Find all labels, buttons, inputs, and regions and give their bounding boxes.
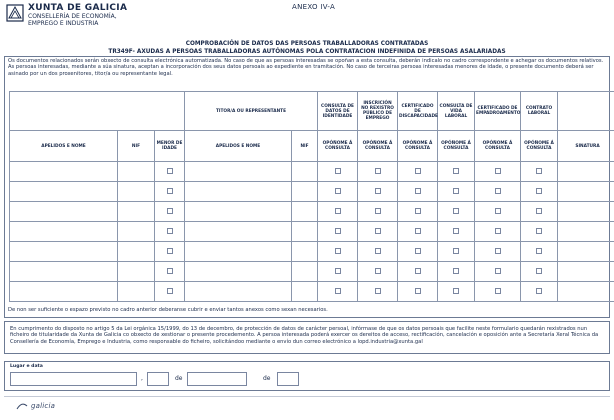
group-census: CERTIFICADO DE EMPADROAMENTO — [475, 92, 521, 131]
checkbox-cell[interactable] — [155, 202, 185, 222]
brand-name: XUNTA DE GALICIA — [28, 3, 128, 13]
checkbox-cell[interactable] — [155, 282, 185, 302]
title-line-1: COMPROBACIÓN DE DATOS DAS PERSOAS TRABALLADORAS CONTRATADAS — [185, 39, 429, 47]
checkbox-cell[interactable] — [358, 262, 398, 282]
intro-paragraph-1: Os documentos relacionados serán obxecto de consulta electrónica automatizada. No caso de que as persoas interesadas se opoñan a esta consulta, deberán indicalo no cadro correspondente e achegar os documentos relativos. — [8, 58, 604, 64]
col-apelidos: APELIDOS E NOME — [10, 131, 118, 162]
input-cell[interactable] — [118, 222, 155, 242]
input-cell[interactable] — [10, 242, 118, 262]
input-cell[interactable] — [10, 262, 118, 282]
table-row — [10, 262, 614, 282]
input-cell[interactable] — [185, 202, 292, 222]
table-row — [10, 242, 614, 262]
checkbox-cell[interactable] — [438, 222, 475, 242]
checkbox[interactable] — [335, 228, 341, 234]
col-oppose-disability: OPÓÑOME Á CONSULTA — [398, 131, 438, 162]
checkbox-cell[interactable] — [155, 262, 185, 282]
checkbox-cell[interactable] — [318, 162, 358, 182]
checkbox[interactable] — [495, 288, 501, 294]
checkbox[interactable] — [375, 208, 381, 214]
checkbox[interactable] — [167, 208, 173, 214]
checkbox[interactable] — [335, 168, 341, 174]
checkbox-cell[interactable] — [398, 182, 438, 202]
checkbox[interactable] — [495, 168, 501, 174]
checkbox[interactable] — [167, 288, 173, 294]
col-oppose-identity: OPÓÑOME Á CONSULTA — [318, 131, 358, 162]
checkbox[interactable] — [536, 268, 542, 274]
input-cell[interactable] — [185, 262, 292, 282]
checkbox-cell[interactable] — [398, 222, 438, 242]
group-contract: CONTRATO LABORAL — [521, 92, 558, 131]
checkbox-cell[interactable] — [398, 202, 438, 222]
checkbox[interactable] — [495, 248, 501, 254]
checkbox[interactable] — [536, 168, 542, 174]
input-cell[interactable] — [185, 282, 292, 302]
input-cell[interactable] — [558, 222, 614, 242]
checkbox[interactable] — [453, 188, 459, 194]
checkbox[interactable] — [536, 208, 542, 214]
group-disability: CERTIFICADO DE DISCAPACIDADE — [398, 92, 438, 131]
checkbox-cell[interactable] — [521, 262, 558, 282]
checkbox[interactable] — [495, 268, 501, 274]
checkbox[interactable] — [375, 288, 381, 294]
galicia-logo-text: galicia — [31, 402, 56, 410]
input-cell[interactable] — [10, 222, 118, 242]
checkbox-cell[interactable] — [398, 162, 438, 182]
checkbox-cell[interactable] — [398, 262, 438, 282]
checkbox[interactable] — [453, 248, 459, 254]
input-cell[interactable] — [292, 202, 318, 222]
checkbox[interactable] — [335, 208, 341, 214]
galicia-swirl-icon — [16, 401, 28, 411]
checkbox[interactable] — [415, 268, 421, 274]
input-cell[interactable] — [292, 242, 318, 262]
table-row — [10, 222, 614, 242]
input-cell[interactable] — [292, 282, 318, 302]
checkbox-cell[interactable] — [155, 182, 185, 202]
checkbox[interactable] — [453, 268, 459, 274]
blank-header-right — [558, 92, 614, 131]
checkbox-cell[interactable] — [318, 202, 358, 222]
checkbox-cell[interactable] — [521, 222, 558, 242]
checkbox-cell[interactable] — [318, 182, 358, 202]
document-titles — [0, 39, 614, 55]
intro-text — [8, 58, 606, 77]
checkbox[interactable] — [167, 268, 173, 274]
col-nif: NIF — [118, 131, 155, 162]
checkbox-cell[interactable] — [318, 242, 358, 262]
checkbox[interactable] — [415, 288, 421, 294]
input-cell[interactable] — [292, 222, 318, 242]
checkbox[interactable] — [375, 168, 381, 174]
xunta-emblem-icon — [6, 4, 24, 22]
checkbox-cell[interactable] — [438, 182, 475, 202]
input-cell[interactable] — [10, 202, 118, 222]
checkbox-cell[interactable] — [475, 202, 521, 222]
checkbox-cell[interactable] — [475, 242, 521, 262]
header — [6, 3, 606, 31]
input-cell[interactable] — [118, 282, 155, 302]
table-row — [10, 282, 614, 302]
checkbox[interactable] — [536, 228, 542, 234]
checkbox-cell[interactable] — [521, 202, 558, 222]
department-line-1: CONSELLERÍA DE ECONOMÍA, — [28, 13, 117, 20]
checkbox-cell[interactable] — [318, 222, 358, 242]
galicia-logo — [16, 401, 55, 411]
department-line-2: EMPREGO E INDUSTRIA — [28, 20, 99, 27]
input-cell[interactable] — [292, 162, 318, 182]
col-oppose-register: OPÓÑOME Á CONSULTA — [358, 131, 398, 162]
input-cell[interactable] — [10, 182, 118, 202]
checkbox-cell[interactable] — [155, 242, 185, 262]
checkbox[interactable] — [335, 188, 341, 194]
checkbox[interactable] — [167, 168, 173, 174]
input-cell[interactable] — [185, 162, 292, 182]
group-identity: CONSULTA DE DATOS DE IDENTIDADE — [318, 92, 358, 131]
group-work-life: CONSULTA DE VIDA LABORAL — [438, 92, 475, 131]
table-row — [10, 162, 614, 182]
annex-label: ANEXO IV-A — [292, 3, 336, 11]
input-cell[interactable] — [10, 162, 118, 182]
checkbox[interactable] — [495, 188, 501, 194]
col-sinatura: SINATURA — [558, 131, 614, 162]
input-cell[interactable] — [558, 262, 614, 282]
input-cell[interactable] — [118, 242, 155, 262]
input-cell[interactable] — [558, 282, 614, 302]
input-cell[interactable] — [292, 262, 318, 282]
col-tutor-nif: NIF — [292, 131, 318, 162]
checkbox[interactable] — [167, 188, 173, 194]
input-cell[interactable] — [118, 182, 155, 202]
checkbox[interactable] — [335, 268, 341, 274]
input-cell[interactable] — [118, 202, 155, 222]
checkbox[interactable] — [536, 188, 542, 194]
col-oppose-work-life: OPÓÑOME Á CONSULTA — [438, 131, 475, 162]
checkbox-cell[interactable] — [438, 162, 475, 182]
checkbox[interactable] — [536, 248, 542, 254]
footer-divider — [4, 396, 610, 397]
checkbox-cell[interactable] — [318, 282, 358, 302]
checkbox[interactable] — [375, 248, 381, 254]
input-cell[interactable] — [10, 282, 118, 302]
col-menor: MENOR DE IDADE — [155, 131, 185, 162]
checkbox-cell[interactable] — [521, 162, 558, 182]
checkbox[interactable] — [415, 228, 421, 234]
checkbox-cell[interactable] — [318, 262, 358, 282]
year-field[interactable] — [277, 372, 299, 386]
comma-separator: , — [141, 375, 143, 382]
checkbox[interactable] — [453, 168, 459, 174]
intro-paragraph-2: As persoas interesadas, mediante a súa sinatura, aceptan a incorporación dos seus datos persoais ao expediente en tramitación. No caso de terceiras persoas interesadas menores de idade, o presente documento deberá ser asinado por un dos proxenitores, titor/a ou representante legal. — [8, 64, 594, 77]
day-field[interactable] — [147, 372, 169, 386]
input-cell[interactable] — [118, 262, 155, 282]
checkbox[interactable] — [375, 228, 381, 234]
checkbox[interactable] — [415, 248, 421, 254]
checkbox-cell[interactable] — [475, 262, 521, 282]
col-tutor-apelidos: APELIDOS E NOME — [185, 131, 292, 162]
checkbox[interactable] — [415, 168, 421, 174]
checkbox-cell[interactable] — [475, 222, 521, 242]
place-field[interactable] — [10, 372, 137, 386]
place-date-label: Lugar e data — [10, 364, 43, 369]
col-oppose-census: OPÓÑOME Á CONSULTA — [475, 131, 521, 162]
checkbox-cell[interactable] — [358, 282, 398, 302]
input-cell[interactable] — [185, 242, 292, 262]
checkbox[interactable] — [453, 288, 459, 294]
checkbox[interactable] — [415, 208, 421, 214]
checkbox-cell[interactable] — [155, 222, 185, 242]
title-line-2: TR349F- AXUDAS A PERSOAS TRABALLADORAS AUTÓNOMAS POLA CONTRATACION INDEFINIDA DE PERSOAS ASALARIADAS — [108, 47, 506, 55]
input-cell[interactable] — [558, 162, 614, 182]
signature-block — [4, 361, 610, 391]
input-cell[interactable] — [185, 182, 292, 202]
checkbox[interactable] — [453, 208, 459, 214]
checkbox-cell[interactable] — [521, 282, 558, 302]
checkbox-cell[interactable] — [438, 262, 475, 282]
table-row — [10, 202, 614, 222]
checkbox-cell[interactable] — [358, 182, 398, 202]
month-field[interactable] — [187, 372, 247, 386]
de-separator-2: de — [263, 375, 271, 382]
input-cell[interactable] — [558, 182, 614, 202]
checkbox-cell[interactable] — [398, 242, 438, 262]
input-cell[interactable] — [558, 242, 614, 262]
checkbox[interactable] — [335, 248, 341, 254]
input-cell[interactable] — [558, 202, 614, 222]
checkbox[interactable] — [415, 188, 421, 194]
input-cell[interactable] — [118, 162, 155, 182]
checkbox-cell[interactable] — [475, 162, 521, 182]
blank-header — [10, 92, 185, 131]
checkbox-cell[interactable] — [438, 282, 475, 302]
checkbox-cell[interactable] — [521, 182, 558, 202]
persons-table — [9, 91, 614, 302]
checkbox-cell[interactable] — [398, 282, 438, 302]
checkbox-cell[interactable] — [438, 242, 475, 262]
checkbox-cell[interactable] — [521, 242, 558, 262]
checkbox[interactable] — [375, 268, 381, 274]
xunta-logo — [6, 3, 127, 27]
checkbox-cell[interactable] — [155, 162, 185, 182]
checkbox[interactable] — [536, 288, 542, 294]
footnote: De non ser suficiente o espazo previsto no cadro anterior deberanse cubrir e enviar tantos anexos como sexan necesarios. — [8, 307, 328, 313]
input-cell[interactable] — [185, 222, 292, 242]
checkbox-cell[interactable] — [358, 162, 398, 182]
group-employment-register: INSCRICIÓN NO REXISTRO PÚBLICO DE EMPREGO — [358, 92, 398, 131]
input-cell[interactable] — [292, 182, 318, 202]
col-oppose-contract: OPÓÑOME Á CONSULTA — [521, 131, 558, 162]
checkbox-cell[interactable] — [358, 222, 398, 242]
checkbox-cell[interactable] — [358, 202, 398, 222]
checkbox-cell[interactable] — [438, 202, 475, 222]
checkbox[interactable] — [167, 228, 173, 234]
checkbox[interactable] — [495, 228, 501, 234]
checkbox-cell[interactable] — [475, 182, 521, 202]
table-row — [10, 182, 614, 202]
checkbox[interactable] — [167, 248, 173, 254]
tutor-group-header: TITOR/A OU REPRESENTANTE — [185, 92, 318, 131]
legal-notice: En cumprimento do disposto no artigo 5 da Lei orgánica 15/1999, do 13 de decembro, de protección de datos de carácter persoal, infórmase de que os datos persoais que facilite neste formulario quedarán rexistrados nun ficheiro de titularidade da Xunta de Galicia co obxecto de xestionar o presente procedemento. A persoa interesada poderá exercer os dereitos de acceso, rectificación, cancelación e oposición ante a Secretaría Xeral Técnica da Consellería de Economía, Emprego e Industria, como responsable do ficheiro, solicitándoo mediante o envío dun correo electrónico a lopd.industria@xunta.gal — [4, 321, 610, 354]
checkbox-cell[interactable] — [358, 242, 398, 262]
checkbox[interactable] — [495, 208, 501, 214]
checkbox[interactable] — [335, 288, 341, 294]
checkbox-cell[interactable] — [475, 282, 521, 302]
de-separator-1: de — [175, 375, 183, 382]
checkbox[interactable] — [453, 228, 459, 234]
checkbox[interactable] — [375, 188, 381, 194]
